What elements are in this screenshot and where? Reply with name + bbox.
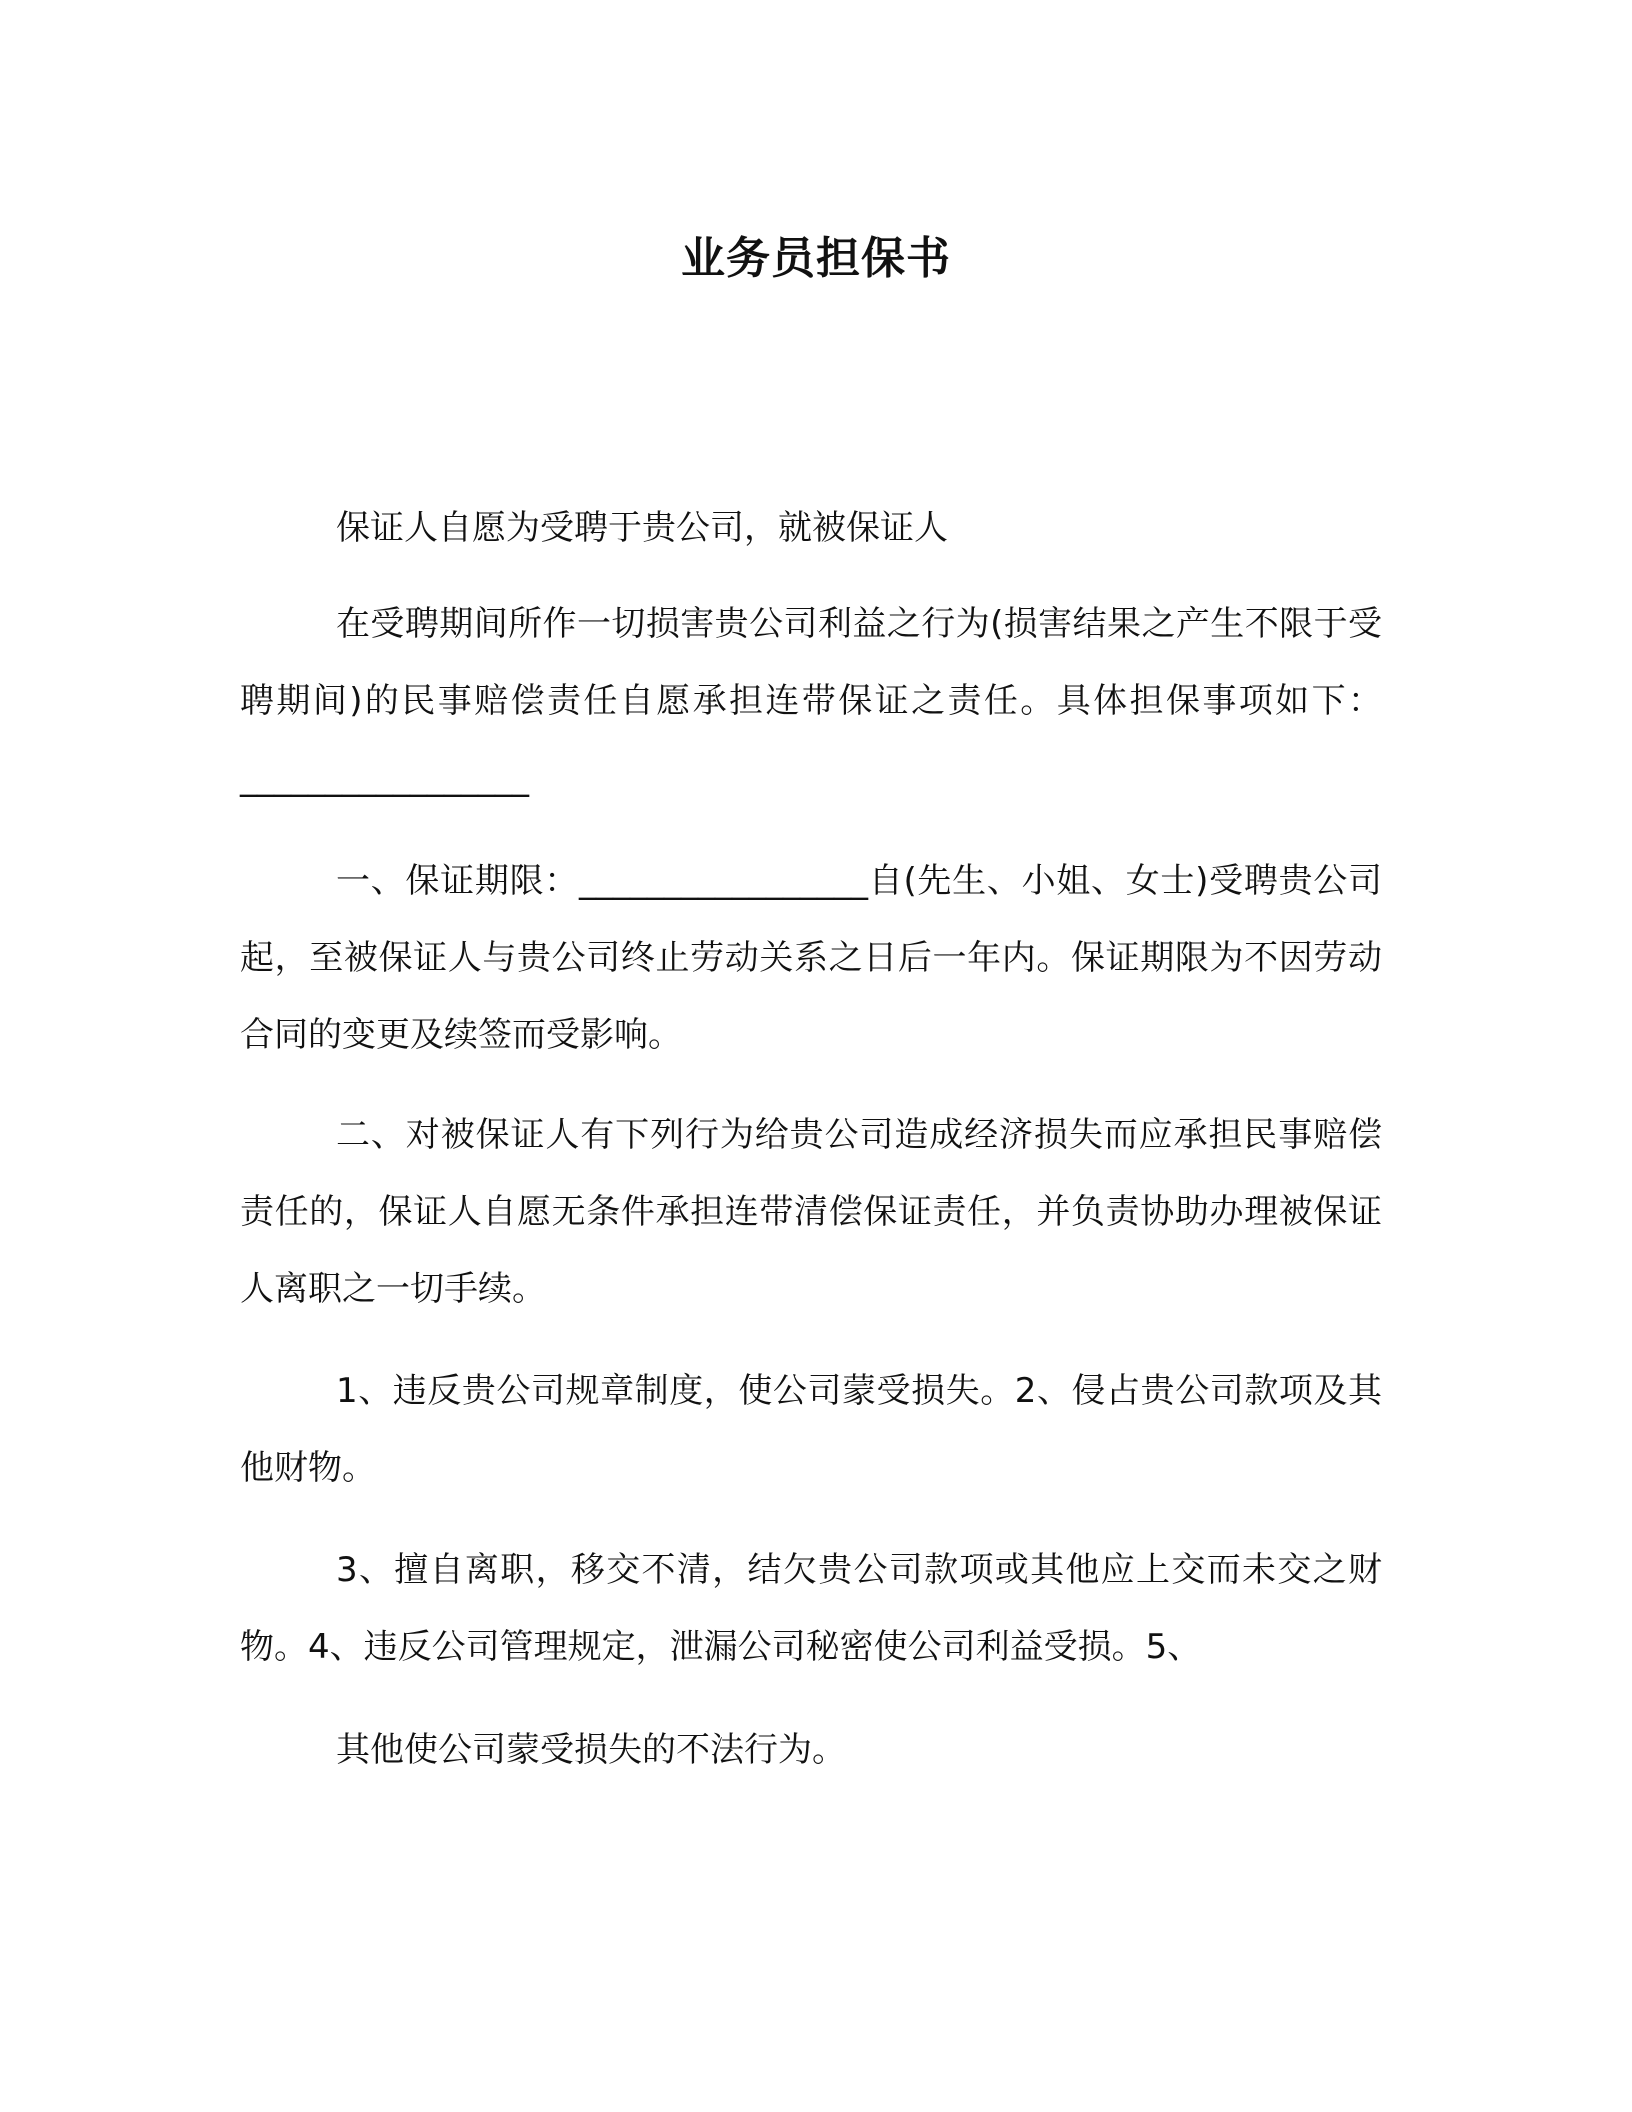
paragraph-items-3-5: 3、擅自离职，移交不清，结欠贵公司款项或其他应上交而未交之财物。4、违反公司管理规定，泄漏公司秘密使公司利益受损。5、: [240, 1550, 1382, 1667]
paragraph-obligations: 二、对被保证人有下列行为给贵公司造成经济损失而应承担民事赔偿责任的，保证人自愿无条件承担连带清偿保证责任，并负责协助办理被保证人离职之一切手续。: [240, 1115, 1382, 1309]
paragraph-other: 其他使公司蒙受损失的不法行为。: [336, 1730, 846, 1770]
paragraph-intro: 保证人自愿为受聘于贵公司，就被保证人: [336, 508, 948, 548]
paragraph-term: 一、保证期限：_________________自(先生、小姐、女士)受聘贵公司起，至被保证人与贵公司终止劳动关系之日后一年内。保证期限为不因劳动合同的变更及续签而受影响。: [240, 861, 1382, 1055]
paragraph-items-1-2: 1、违反贵公司规章制度，使公司蒙受损失。2、侵占贵公司款项及其他财物。: [240, 1371, 1382, 1488]
paragraph-liability: 在受聘期间所作一切损害贵公司利益之行为(损害结果之产生不限于受聘期间)的民事赔偿责任自愿承担连带保证之责任。具体担保事项如下：_________________: [240, 604, 1382, 798]
document-title: 业务员担保书: [681, 233, 951, 284]
